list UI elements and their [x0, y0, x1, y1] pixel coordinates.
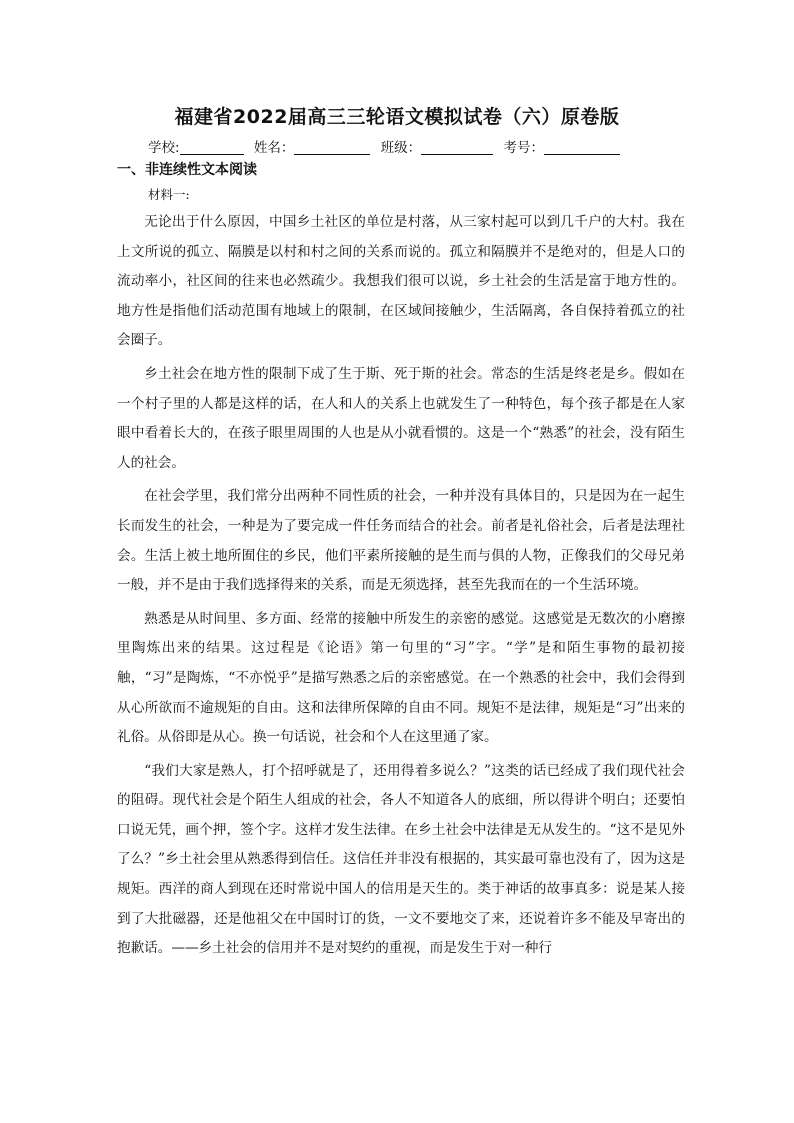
name-blank[interactable]: [294, 140, 370, 155]
class-blank[interactable]: [421, 140, 493, 155]
class-field: [381, 138, 500, 158]
document-title: 福建省2022届高三三轮语文模拟试卷（六）原卷版: [174, 106, 620, 128]
material-label: 材料一:: [148, 187, 190, 202]
exam-number-blank[interactable]: [544, 140, 620, 155]
exam-number-label: 考号：: [503, 140, 544, 156]
name-field: [254, 138, 377, 158]
paragraph: 无论出于什么原因，中国乡土社区的单位是村落，从三家村起可以到几千户的大村。我在上文所说的孤立、隔膜是以村和村之间的关系而说的。孤立和隔膜并不是绝对的，但是人口的流动率小，社区间的往来也必然疏少。我想我们很可以说，乡土社会的生活是富于地方性的。地方性是指他们活动范围有地域上的限制，在区域间接触少，生活隔离，各自保持着孤立的社会圈子。: [117, 214, 685, 349]
paragraph: 在社会学里，我们常分出两种不同性质的社会，一种并没有具体目的，只是因为在一起生长而发生的社会，一种是为了要完成一件任务而结合的社会。前者是礼俗社会，后者是法理社会。生活上被土地所囿住的乡民，他们平素所接触的是生而与俱的人物，正像我们的父母兄弟一般，并不是由于我们选择得来的关系，而是无须选择，甚至先我而在的一个生活环境。: [117, 488, 685, 594]
paragraph: 熟悉是从时间里、多方面、经常的接触中所发生的亲密的感觉。这感觉是无数次的小磨擦里陶炼出来的结果。这过程是《论语》第一句里的“习”字。“学”是和陌生事物的最初接触，“习”是陶炼，“不亦悦乎”是描写熟悉之后的亲密感觉。在一个熟悉的社会中，我们会得到从心所欲而不逾规矩的自由。这和法律所保障的自由不同。规矩不是法律，规矩是“习”出来的礼俗。从俗即是从心。换一句话说，社会和个人在这里通了家。: [117, 610, 685, 746]
section-heading: 一、非连续性文本阅读: [117, 162, 257, 178]
school-blank[interactable]: [180, 140, 244, 155]
paragraph: “我们大家是熟人，打个招呼就是了，还用得着多说么？”这类的话已经成了我们现代社会的阻碍。现代社会是个陌生人组成的社会，各人不知道各人的底细，所以得讲个明白；还要怕口说无凭，画个押，签个字。这样才发生法律。在乡土社会中法律是无从发生的。“这不是见外了么？”乡土社会里从熟悉得到信任。这信任并非没有根据的，其实最可靠也没有了，因为这是规矩。西洋的商人到现在还时常说中国人的信用是天生的。类于神话的故事真多：说是某人接到了大批磁器，还是他祖父在中国时订的货，一文不要地交了来，还说着许多不能及早寄出的抱歉话。——乡土社会的信用并不是对契约的重视，而是发生于对一种行: [117, 762, 685, 957]
school-field: [148, 138, 250, 158]
class-label: 班级：: [380, 140, 422, 156]
exam-number-field: [503, 138, 626, 158]
student-info-line: [148, 138, 708, 158]
name-label: 姓名：: [253, 140, 295, 156]
paragraph: 乡土社会在地方性的限制下成了生于斯、死于斯的社会。常态的生活是终老是乡。假如在一个村子里的人都是这样的话，在人和人的关系上也就发生了一种特色，每个孩子都是在人家眼中看着长大的，在孩子眼里周围的人也是从小就看惯的。这是一个“熟悉”的社会，没有陌生人的社会。: [117, 365, 685, 471]
passage-body: [117, 208, 685, 968]
school-label: 学校:: [148, 140, 180, 156]
